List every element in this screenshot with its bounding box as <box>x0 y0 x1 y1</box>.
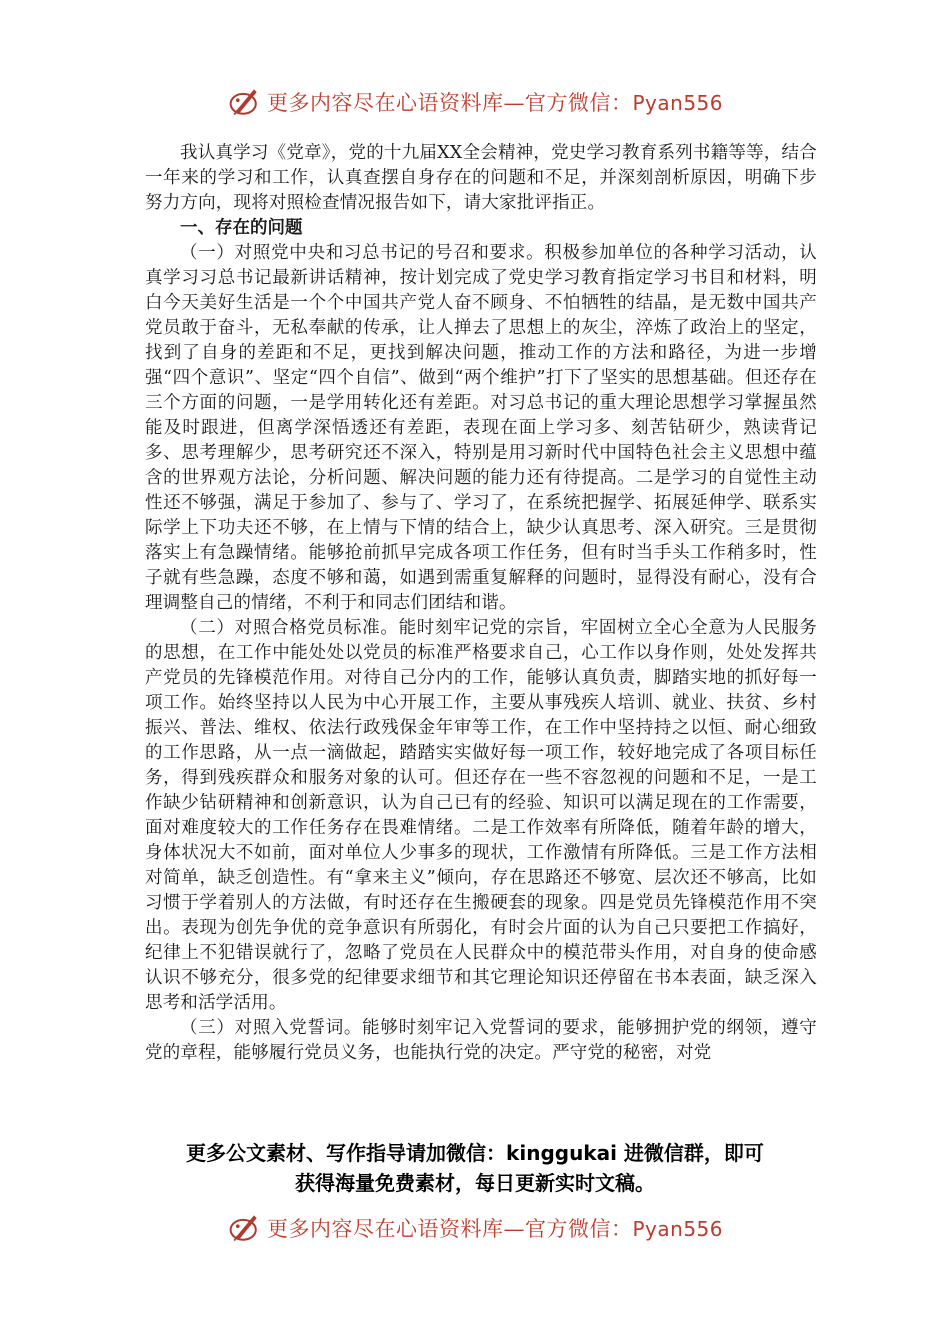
banner-label: 更多内容尽在心语资料库—官方微信： <box>266 1217 633 1241</box>
paragraph-2: （二）对照合格党员标准。能时刻牢记党的宗旨，牢固树立全心全意为人民服务的思想，在工作中能处处以党员的标准严格要求自己，心工作以身作则，处处发挥共产党员的先锋模范作用。对待自己分内的工作，能够认真负责，脚踏实地的抓好每一项工作。始终坚持以人民为中心开展工作，主要从事残疾人培训、就业、扶贫、乡村振兴、普法、维权、依法行政残保金年审等工作，在工作中坚持持之以恒、耐心细致的工作思路，从一点一滴做起，踏踏实实做好每一项工作，较好地完成了各项目标任务，得到残疾群众和服务对象的认可。但还存在一些不容忽视的问题和不足，一是工作缺少钻研精神和创新意识，认为自己已有的经验、知识可以满足现在的工作需要，面对难度较大的工作任务存在畏难情绪。二是工作效率有所降低，随着年龄的增大，身体状况大不如前，面对单位人少事多的现状，工作激情有所降低。三是工作方法相对简单，缺乏创造性。有“拿来主义”倾向，存在思路还不够宽、层次还不够高，比如习惯于学着别人的方法做，有时还存在生搬硬套的现象。四是党员先锋模范作用不突出。表现为创先争优的竞争意识有所弱化，有时会片面的认为自己只要把工作搞好，纪律上不犯错误就行了，忽略了党员在人民群众中的模范带头作用，对自身的使命感认识不够充分，很多党的纪律要求细节和其它理论知识还停留在书本表面，缺乏深入思考和活学活用。 <box>145 618 817 1013</box>
promo-notice <box>120 1138 830 1198</box>
intro-paragraph: 我认真学习《党章》，党的十九届XX全会精神，党史学习教育系列书籍等等，结合一年来的学习和工作，认真查摆自身存在的问题和不足，并深刻剖析原因，明确下步努力方向，现将对照检查情况报告如下，请大家批评指正。 <box>145 143 817 213</box>
header-banner <box>0 82 950 122</box>
promo-line-2: 获得海量免费素材，每日更新实时文稿。 <box>295 1171 655 1195</box>
document-body <box>145 141 817 1066</box>
banner-wechat-id: Pyan556 <box>632 1217 723 1241</box>
banner-text <box>267 1213 723 1243</box>
quill-pen-logo-icon <box>227 84 263 120</box>
quill-pen-logo-icon <box>227 1210 263 1246</box>
banner-wechat-id: Pyan556 <box>632 91 723 115</box>
promo-line-1: 更多公文素材、写作指导请加微信：kinggukai 进微信群，即可 <box>186 1141 764 1165</box>
banner-text <box>267 87 723 117</box>
footer-banner <box>0 1208 950 1248</box>
banner-label: 更多内容尽在心语资料库—官方微信： <box>266 91 633 115</box>
section-heading: 一、存在的问题 <box>180 218 303 238</box>
paragraph-1: （一）对照党中央和习总书记的号召和要求。积极参加单位的各种学习活动，认真学习习总书记最新讲话精神，按计划完成了党史学习教育指定学习书目和材料，明白今天美好生活是一个个中国共产党人奋不顾身、不怕牺牲的结晶，是无数中国共产党员敢于奋斗，无私奉献的传承，让人掸去了思想上的灰尘，淬炼了政治上的坚定，找到了自身的差距和不足，更找到解决问题，推动工作的方法和路径，为进一步增强“四个意识”、坚定“四个自信”、做到“两个维护”打下了坚实的思想基础。但还存在三个方面的问题，一是学用转化还有差距。对习总书记的重大理论思想学习掌握虽然能及时跟进，但离学深悟透还有差距，表现在面上学习多、刻苦钻研少，熟读背记多、思考理解少，思考研究还不深入，特别是用习新时代中国特色社会主义思想中蕴含的世界观方法论，分析问题、解决问题的能力还有待提高。二是学习的自觉性主动性还不够强，满足于参加了、参与了、学习了，在系统把握学、拓展延伸学、联系实际学上下功夫还不够，在上情与下情的结合上，缺少认真思考、深入研究。三是贯彻落实上有急躁情绪。能够抢前抓早完成各项工作任务，但有时当手头工作稍多时，性子就有些急躁，态度不够和蔼，如遇到需重复解释的问题时，显得没有耐心，没有合理调整自己的情绪，不利于和同志们团结和谐。 <box>145 243 817 613</box>
paragraph-3: （三）对照入党誓词。能够时刻牢记入党誓词的要求，能够拥护党的纲领，遵守党的章程，能够履行党员义务，也能执行党的决定。严守党的秘密，对党 <box>145 1018 817 1063</box>
